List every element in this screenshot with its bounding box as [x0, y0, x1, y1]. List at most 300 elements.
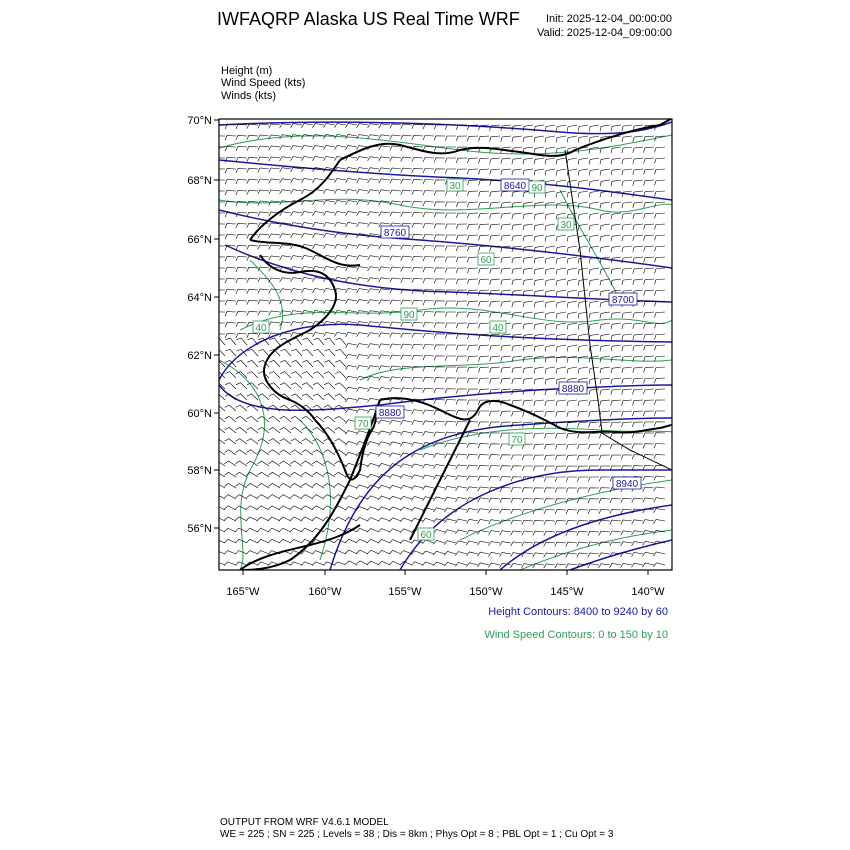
- wind-barb: [225, 268, 236, 273]
- wind-barb: [236, 439, 247, 444]
- wind-barb: [434, 454, 445, 458]
- wind-barb: [588, 455, 599, 460]
- wind-barb: [578, 158, 588, 164]
- wind-barb: [335, 372, 346, 378]
- wind-barb: [357, 387, 369, 391]
- wind-barb: [455, 519, 467, 523]
- wind-barb: [246, 528, 258, 532]
- wind-barb: [412, 157, 423, 162]
- wind-barb: [291, 234, 302, 238]
- wind-barb: [247, 223, 258, 228]
- wind-barb: [301, 506, 313, 510]
- wind-barb: [423, 356, 434, 361]
- wind-barb: [290, 517, 302, 521]
- wind-barb: [633, 323, 643, 329]
- wind-barb: [401, 212, 412, 217]
- wind-barb: [523, 301, 533, 307]
- wind-barb: [324, 156, 336, 160]
- wind-barb: [357, 256, 368, 260]
- wind-barb: [534, 367, 544, 373]
- wind-barb: [412, 135, 423, 140]
- wind-barb: [556, 257, 566, 264]
- wind-barb: [643, 422, 654, 427]
- wind-barb: [655, 345, 666, 350]
- wind-barb: [456, 246, 467, 251]
- wind-barb: [567, 411, 577, 417]
- wind-barb: [389, 550, 401, 554]
- wind-barb: [578, 290, 588, 296]
- wind-barb: [456, 268, 467, 273]
- wind-barb: [545, 301, 555, 307]
- wind-barb: [235, 483, 247, 488]
- wind-barb: [445, 443, 456, 447]
- wind-barb: [401, 431, 413, 435]
- wind-barb: [567, 158, 577, 165]
- wind-barb: [246, 551, 258, 555]
- wind-barb: [280, 450, 292, 455]
- wind-barb: [268, 506, 280, 510]
- wind-barb: [225, 257, 236, 262]
- wind-barb: [412, 168, 423, 173]
- wind-barb: [368, 212, 379, 216]
- wind-barb: [237, 338, 248, 345]
- wind-barb: [346, 289, 358, 293]
- wind-barb: [500, 487, 511, 492]
- wind-barb: [632, 520, 643, 524]
- wind-barb: [578, 400, 588, 406]
- wind-barb: [357, 179, 368, 183]
- wind-barb: [567, 246, 577, 253]
- wind-barb: [599, 564, 610, 568]
- wind-barb: [545, 268, 555, 274]
- wind-barb: [490, 279, 500, 285]
- valid-time: Valid: 2025-12-04_09:00:00: [537, 27, 672, 39]
- wind-barb: [501, 345, 511, 351]
- wind-barb: [401, 201, 412, 206]
- wind-barb: [247, 168, 258, 173]
- wind-barb: [655, 268, 666, 273]
- wind-barb: [633, 169, 643, 175]
- wind-barb: [379, 300, 390, 304]
- wind-barb: [610, 444, 621, 449]
- wind-barb: [633, 224, 643, 230]
- wind-barb: [411, 475, 423, 479]
- wind-barb: [445, 476, 457, 480]
- wind-barb: [544, 477, 555, 482]
- wind-barb: [589, 169, 599, 175]
- wind-barb: [622, 224, 632, 230]
- wind-barb: [367, 550, 379, 554]
- wind-barb: [556, 290, 566, 297]
- wind-barb: [423, 202, 434, 207]
- wind-barb: [236, 124, 247, 128]
- wind-barb: [611, 246, 621, 252]
- wind-barb: [523, 224, 533, 230]
- wind-barb: [368, 366, 379, 370]
- wind-barb: [500, 509, 511, 513]
- wind-barb: [588, 564, 599, 568]
- wind-barb: [578, 257, 588, 263]
- wind-barb: [600, 345, 610, 351]
- wind-barb: [433, 497, 445, 501]
- wind-barb: [622, 202, 632, 208]
- wind-barb: [556, 345, 566, 352]
- wind-barb: [479, 268, 490, 274]
- wind-barb: [390, 190, 401, 194]
- wind-barb: [479, 356, 490, 362]
- wind-barb: [611, 147, 621, 153]
- wind-barb: [622, 136, 632, 142]
- wind-barb: [456, 136, 467, 141]
- map-frame: [219, 119, 672, 570]
- wind-barb: [258, 124, 269, 128]
- wind-barb: [545, 136, 555, 142]
- wind-barb: [390, 256, 401, 260]
- wind-barb: [390, 333, 401, 337]
- wind-barb: [622, 246, 632, 252]
- wind-barb: [622, 411, 633, 416]
- wind-barb: [412, 442, 424, 446]
- wind-barb: [390, 322, 401, 326]
- wind-barb: [589, 180, 599, 186]
- wind-barb: [501, 213, 511, 219]
- wind-barb: [545, 213, 555, 219]
- wind-barb: [412, 377, 423, 382]
- wind-barb: [290, 539, 302, 543]
- wind-barb: [622, 279, 632, 285]
- wind-barb: [280, 168, 291, 172]
- wind-barb: [225, 405, 236, 411]
- wind-barb: [533, 520, 544, 525]
- wind-barb: [589, 279, 599, 285]
- wind-barb: [611, 312, 621, 318]
- wind-barb: [589, 224, 599, 230]
- wind-barb: [302, 278, 314, 282]
- wind-barb: [302, 416, 313, 422]
- wind-barb: [600, 213, 610, 219]
- wind-barb: [225, 169, 236, 174]
- wind-barb: [268, 495, 280, 499]
- wind-barb: [512, 400, 522, 406]
- wind-barb: [599, 444, 610, 449]
- wind-barb: [269, 372, 280, 378]
- height-contours-legend: Height Contours: 8400 to 9240 by 60: [488, 606, 668, 618]
- wind-barb: [345, 550, 357, 554]
- wind-barb: [600, 224, 610, 230]
- wind-barb: [643, 476, 654, 481]
- wind-barb: [589, 356, 599, 362]
- wind-barb: [600, 323, 610, 329]
- wind-barb: [434, 268, 445, 273]
- wind-barb: [313, 124, 325, 128]
- wind-barb: [544, 444, 555, 449]
- wind-barb: [512, 323, 522, 329]
- wind-barb: [544, 510, 555, 515]
- wind-barb: [236, 405, 247, 411]
- wind-barb: [335, 123, 347, 127]
- wind-barb: [247, 300, 258, 305]
- wind-barb: [633, 147, 643, 153]
- wind-barb: [400, 540, 412, 544]
- wind-barb: [301, 495, 313, 499]
- wind-barb: [236, 427, 247, 433]
- wind-barb: [555, 510, 566, 515]
- wind-barb: [644, 378, 655, 383]
- wind-barb: [655, 279, 666, 284]
- wind-barb: [356, 518, 368, 522]
- wind-barb: [423, 388, 434, 393]
- wind-barb: [556, 279, 566, 286]
- wind-barb: [610, 520, 621, 525]
- wind-barb: [566, 455, 577, 460]
- wind-barb: [246, 495, 258, 499]
- wind-barb: [578, 268, 588, 274]
- wind-barb: [533, 466, 544, 471]
- wind-barb: [269, 311, 280, 315]
- wind-barb: [445, 378, 456, 383]
- wind-barb: [533, 553, 544, 557]
- wind-barb: [611, 125, 621, 131]
- wind-barb: [655, 169, 666, 174]
- wind-barb: [653, 563, 665, 567]
- wind-barb: [257, 528, 269, 532]
- wind-barb: [523, 213, 533, 219]
- wind-barb: [456, 202, 467, 207]
- wind-barb: [390, 278, 401, 282]
- wind-barb: [599, 499, 610, 504]
- wind-barb: [523, 367, 533, 373]
- wind-barb: [335, 255, 347, 259]
- wind-speed-contour-label: 70: [511, 435, 523, 446]
- wind-barb: [269, 168, 280, 172]
- wind-barb: [434, 345, 445, 350]
- wind-barb: [467, 191, 478, 196]
- wind-barb: [490, 191, 500, 197]
- wind-barb: [368, 278, 379, 282]
- wind-barb: [357, 157, 368, 161]
- wind-barb: [225, 323, 236, 328]
- wind-barb: [478, 541, 490, 545]
- wind-barb: [247, 278, 258, 283]
- wind-barb: [633, 246, 643, 252]
- wind-barb: [490, 202, 500, 208]
- wind-barb: [423, 246, 434, 251]
- wind-barb: [567, 323, 577, 330]
- wind-barb: [589, 213, 599, 219]
- wind-barb: [411, 507, 423, 511]
- wind-barb: [445, 421, 456, 426]
- wind-barb: [291, 278, 302, 282]
- wind-barb: [357, 278, 368, 282]
- wind-barb: [246, 506, 258, 510]
- wind-barb: [500, 498, 511, 503]
- wind-barb: [269, 450, 281, 455]
- wind-barb: [622, 334, 632, 340]
- wind-barb: [346, 278, 358, 282]
- lon-tick-label: 155°W: [388, 586, 422, 598]
- wind-barb: [225, 279, 236, 284]
- wind-barb: [466, 541, 478, 545]
- wind-barb: [412, 333, 423, 338]
- wind-barb: [280, 349, 291, 356]
- wind-barb: [379, 267, 390, 271]
- wind-barb: [467, 136, 478, 141]
- wind-barb: [225, 416, 236, 422]
- wind-barb: [291, 256, 302, 260]
- wind-barb: [412, 190, 423, 195]
- wind-barb: [621, 498, 632, 503]
- wind-barb: [345, 431, 357, 435]
- wind-barb: [544, 542, 555, 546]
- wind-barb: [279, 483, 291, 488]
- wind-barb: [291, 289, 302, 293]
- wind-barb: [401, 256, 412, 261]
- wind-barb: [633, 378, 643, 384]
- wind-barb: [500, 477, 511, 482]
- wind-barb: [522, 466, 533, 471]
- wind-barb: [258, 157, 269, 161]
- init-time: Init: 2025-12-04_00:00:00: [546, 13, 672, 25]
- wind-barb: [621, 563, 633, 567]
- wind-barb: [501, 224, 511, 230]
- wind-barb: [357, 366, 368, 370]
- wind-barb: [302, 289, 314, 293]
- wind-barb: [556, 235, 566, 242]
- wind-barb: [611, 345, 621, 351]
- wind-barb: [345, 496, 357, 500]
- wind-barb: [633, 367, 643, 373]
- wind-barb: [280, 124, 291, 128]
- wind-barb: [654, 378, 665, 383]
- wind-barb: [247, 146, 258, 151]
- wind-barb: [401, 190, 412, 195]
- wind-barb: [335, 200, 347, 204]
- wind-barb: [412, 300, 423, 305]
- wind-barb: [302, 322, 314, 326]
- wind-barb: [225, 349, 236, 356]
- wind-barb: [567, 290, 577, 297]
- wind-barb: [479, 224, 490, 230]
- wind-barb: [433, 540, 445, 544]
- wind-barb: [247, 360, 258, 367]
- wind-barb: [291, 179, 302, 183]
- wind-barb: [534, 378, 544, 384]
- wind-barb: [445, 213, 456, 218]
- wind-barb: [655, 312, 666, 317]
- wind-barb: [512, 257, 522, 263]
- lat-tick-label: 56°N: [187, 523, 212, 535]
- wind-barb: [302, 234, 314, 238]
- wind-barb: [280, 212, 291, 216]
- wind-barb: [434, 399, 445, 404]
- wind-barb: [577, 499, 588, 504]
- wind-barb: [456, 367, 467, 372]
- wind-barb: [390, 388, 401, 392]
- wind-barb: [389, 442, 401, 446]
- wind-barb: [346, 387, 358, 391]
- wind-barb: [279, 472, 291, 477]
- wind-barb: [588, 510, 599, 515]
- wind-barb: [379, 388, 391, 392]
- wind-barb: [412, 278, 423, 283]
- wind-barb: [600, 202, 610, 208]
- wind-barb: [401, 333, 412, 338]
- wind-barb: [533, 477, 544, 482]
- wind-barb: [467, 158, 478, 163]
- wind-barb: [236, 234, 247, 239]
- wind-barb: [378, 431, 390, 435]
- wind-barb: [434, 389, 445, 394]
- wind-barb: [335, 233, 347, 237]
- wind-barb: [512, 279, 522, 285]
- wind-barb: [422, 562, 434, 566]
- wind-barb: [534, 356, 544, 362]
- wind-barb: [545, 191, 555, 197]
- wind-barb: [423, 377, 434, 382]
- wind-barb: [644, 268, 654, 274]
- wind-barb: [467, 257, 478, 262]
- wind-barb: [224, 539, 236, 543]
- height-contour-label: 8940: [615, 479, 639, 490]
- wind-barb: [501, 136, 511, 142]
- lon-tick-label: 140°W: [631, 586, 665, 598]
- wind-barb: [368, 267, 379, 271]
- wind-barb: [467, 465, 478, 469]
- wind-barb: [247, 394, 258, 400]
- wind-barb: [313, 212, 325, 216]
- wind-barb: [567, 400, 577, 406]
- wind-barb: [490, 367, 500, 373]
- wind-barb: [268, 483, 280, 488]
- wind-barb: [356, 561, 368, 565]
- wind-barb: [313, 383, 324, 389]
- field-winds-label: Winds (kts): [221, 90, 276, 102]
- wind-barb: [313, 201, 325, 205]
- wind-barb: [411, 562, 423, 566]
- wind-barb: [500, 531, 511, 535]
- wind-barb: [490, 158, 500, 164]
- wind-barb: [423, 224, 434, 229]
- wind-barb: [467, 389, 478, 394]
- wind-barb: [258, 190, 269, 194]
- wind-barb: [224, 495, 236, 499]
- wind-barb: [280, 383, 291, 389]
- wind-barb: [324, 394, 335, 400]
- wind-barb: [534, 312, 544, 318]
- wind-barb: [258, 311, 269, 315]
- wind-barb: [434, 367, 445, 372]
- wind-barb: [512, 235, 522, 241]
- wind-barb: [655, 180, 666, 185]
- wind-barb: [357, 212, 368, 216]
- wind-barb: [302, 427, 313, 433]
- wind-barb: [423, 312, 434, 317]
- wind-barb: [489, 455, 500, 460]
- wind-barb: [335, 178, 347, 182]
- wind-barb: [378, 442, 390, 446]
- wind-barb: [534, 136, 544, 142]
- wind-speed-contour-label: 90: [403, 310, 415, 321]
- wind-barb: [312, 506, 324, 510]
- wind-barb: [456, 454, 467, 458]
- wind-barb: [445, 356, 456, 361]
- wind-barb: [246, 483, 258, 488]
- wind-barb: [334, 517, 346, 521]
- wind-barb: [478, 422, 489, 427]
- wind-barb: [368, 179, 379, 183]
- wind-barb: [489, 541, 501, 545]
- wind-barb: [346, 300, 358, 304]
